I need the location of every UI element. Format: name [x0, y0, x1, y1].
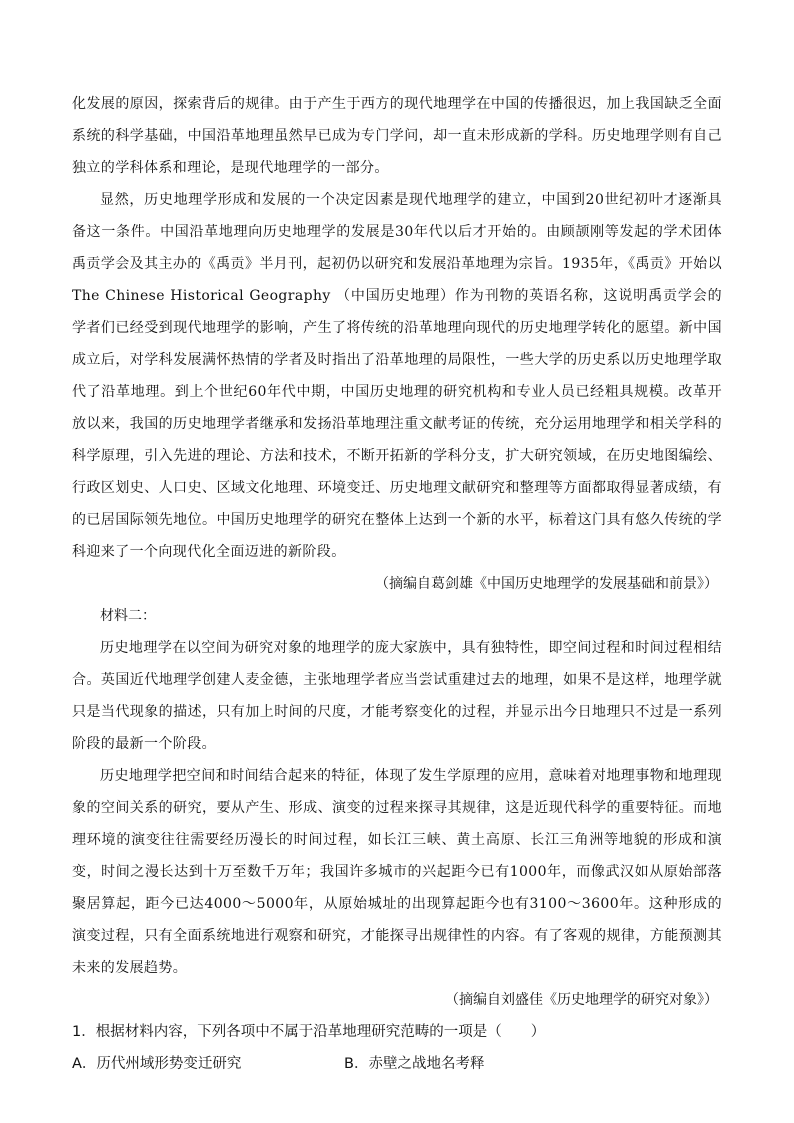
option-a: A．历代州域形势变迁研究 — [72, 1056, 242, 1072]
option-b: B．赤壁之战地名考释 — [344, 1056, 485, 1072]
material2-source: （摘编自刘盛佳《历史地理学的研究对象》） — [445, 992, 718, 1008]
question-options — [72, 1048, 722, 1080]
document-page — [72, 88, 722, 1080]
material1-paragraph-2: 显然，历史地理学形成和发展的一个决定因素是现代地理学的建立，中国到20世纪初叶才逐渐具备这一条件。中国沿革地理向历史地理学的发展是30年代以后才开始的。由顾颉刚等发起的学术团体禹贡学会及其主办的《禹贡》半月刊，起初仍以研究和发展沿革地理为宗旨。1935年，《禹贡》开始以The Chinese Historical Geography （中国历史地理）作为刊物的英语名称，这说明禹贡学会的学者们已经受到现代地理学的影响，产生了将传统的沿革地理向现代的历史地理学转化的愿望。新中国成立后，对学科发展满怀热情的学者及时指出了沿革地理的局限性，一些大学的历史系以历史地理学取代了沿革地理。到上个世纪60年代中期，中国历史地理的研究机构和专业人员已经粗具规模。改革开放以来，我国的历史地理学者继承和发扬沿革地理注重文献考证的传统，充分运用地理学和相关学科的科学原理，引入先进的理论、方法和技术，不断开拓新的学科分支，扩大研究领域，在历史地图编绘、行政区划史、人口史、区域文化地理、环境变迁、历史地理文献研究和整理等方面都取得显著成绩，有的已居国际领先地位。中国历史地理学的研究在整体上达到一个新的水平，标着这门具有悠久传统的学科迎来了一个向现代化全面迈进的新阶段。 — [72, 192, 722, 560]
question-stem: 1．根据材料内容，下列各项中不属于沿革地理研究范畴的一项是（ ） — [72, 1024, 546, 1040]
material2-paragraph-2: 历史地理学把空间和时间结合起来的特征，体现了发生学原理的应用，意味着对地理事物和地理现象的空间关系的研究，要从产生、形成、演变的过程来探寻其规律，这是近现代科学的重要特征。而地理环境的演变往往需要经历漫长的时间过程，如长江三峡、黄土高原、长江三角洲等地貌的形成和演变，时间之漫长达到十万至数千万年；我国许多城市的兴起距今已有1000年，而像武汉如从原始部落聚居算起，距今已达4000～5000年，从原始城址的出现算起距今也有3100～3600年。这种形成的演变过程，只有全面系统地进行观察和研究，才能探寻出规律性的内容。有了客观的规律，方能预测其未来的发展趋势。 — [72, 768, 722, 976]
material1-source: （摘编自葛剑雄《中国历史地理学的发展基础和前景》） — [375, 576, 718, 592]
material2-paragraph-1: 历史地理学在以空间为研究对象的地理学的庞大家族中，具有独特性，即空间过程和时间过程相结合。英国近代地理学创建人麦金德，主张地理学者应当尝试重建过去的地理，如果不是这样，地理学就只是当代现象的描述，只有加上时间的尺度，才能考察变化的过程，并显示出今日地理只不过是一系列阶段的最新一个阶段。 — [72, 640, 722, 752]
material1-paragraph-continued: 化发展的原因，探索背后的规律。由于产生于西方的现代地理学在中国的传播很迟，加上我国缺乏全面系统的科学基础，中国沿革地理虽然早已成为专门学问，却一直未形成新的学科。历史地理学则有自己独立的学科体系和理论，是现代地理学的一部分。 — [72, 96, 722, 176]
material2-label: 材料二： — [100, 608, 156, 624]
